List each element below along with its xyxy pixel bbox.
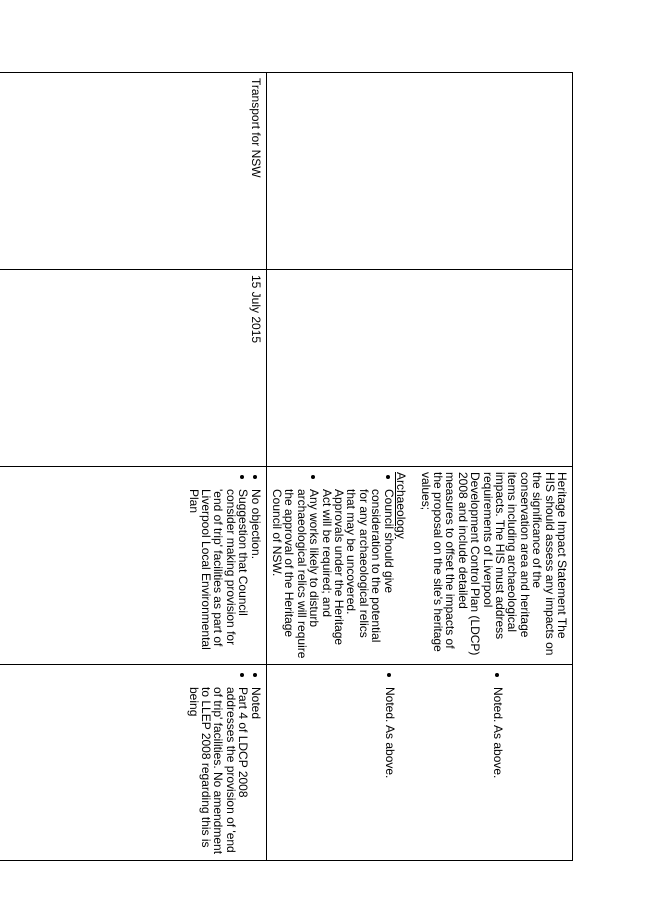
list-item: • Part 4 of LDCP 2008 addresses the provision of 'end of trip' facilities. No amendment to LLEP 2008 regarding this is being bbox=[187, 687, 249, 855]
cell-heritage-issues bbox=[266, 467, 572, 665]
submissions-table bbox=[0, 72, 573, 861]
response-bullet-list bbox=[383, 670, 395, 855]
cell-date: 15 July 2015 bbox=[0, 270, 266, 467]
cell-empty-authority bbox=[266, 73, 572, 270]
list-item: • Any works likely to disturb archaeological relics will require the approval of the Heritage Council of NSW. bbox=[271, 489, 321, 659]
cell-heritage-response bbox=[266, 665, 572, 861]
table-row-tfnsw bbox=[0, 73, 266, 861]
tfnsw-response-list bbox=[187, 670, 261, 855]
archaeology-bullet-list bbox=[271, 472, 395, 659]
cell-authority: Transport for NSW bbox=[0, 73, 266, 270]
cell-empty-date bbox=[266, 270, 572, 467]
list-item: • Noted bbox=[249, 687, 261, 855]
tfnsw-bullet-list bbox=[187, 472, 261, 659]
cell-tfnsw-response bbox=[0, 665, 266, 861]
list-item: • No objection. bbox=[249, 489, 261, 659]
list-item: • Council should give consideration to the potential for any archaeological relics that may be uncovered. Approvals under the Heritage Act will be required; and bbox=[320, 489, 394, 659]
table-row-heritage-continued bbox=[266, 73, 572, 861]
list-item: • Noted. As above. bbox=[492, 687, 504, 855]
list-item: • Noted. As above. bbox=[383, 687, 395, 855]
cell-tfnsw-issues bbox=[0, 467, 266, 665]
list-item: • Suggestion that Council consider making provision for 'end of trip' facilities as part of Liverpool Local Environmental Plan bbox=[187, 489, 249, 659]
archaeology-heading: Archaeology bbox=[394, 472, 409, 539]
rotated-table-page bbox=[83, 72, 573, 855]
response-bullet-list bbox=[492, 670, 504, 855]
heritage-impact-text: Heritage Impact Statement The HIS should assess any impacts on the significance of the conservation area and heritage items including archaeological impacts. The HIS must address requirements of Liverpool Development Control Plan (LDCP) 2008 and include detailed measures to offset the impacts of the proposal on the site's heritage values; bbox=[418, 472, 569, 656]
